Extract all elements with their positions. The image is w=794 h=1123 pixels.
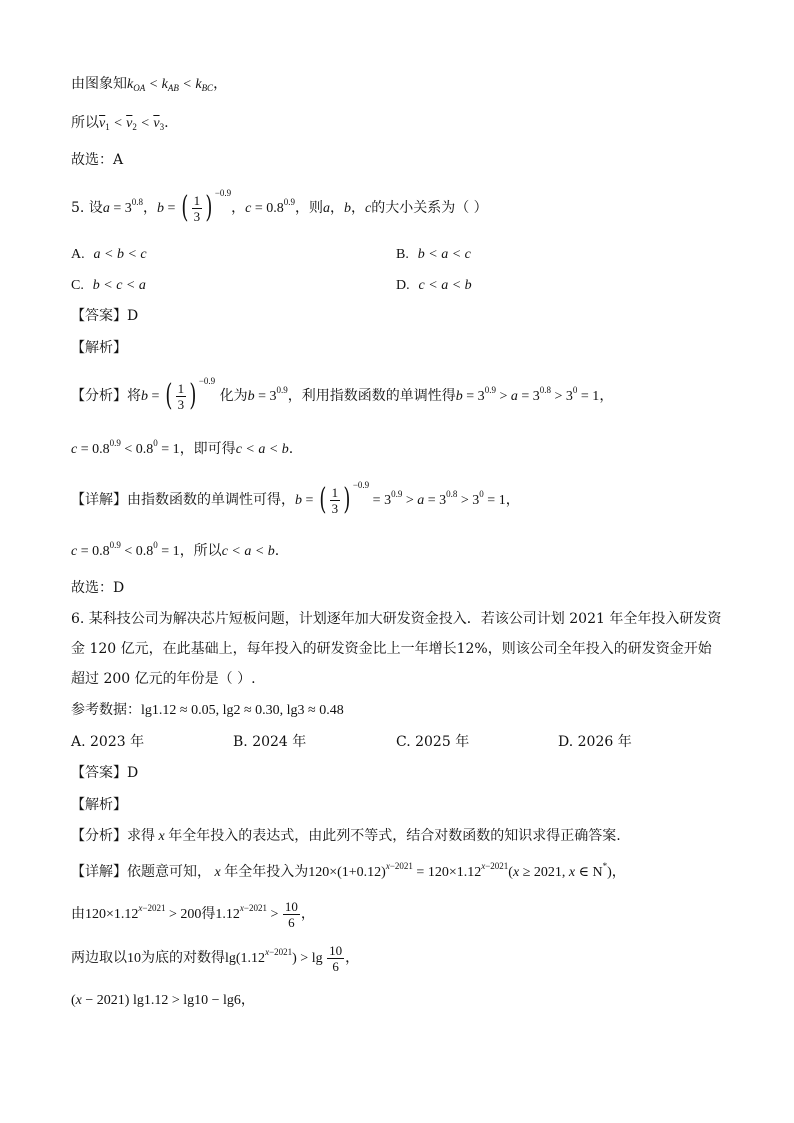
q6-log-line: 两边取以10为底的对数得$\lg(1.12^{x-2021}) > \lg$ $\frac{10}{6}$ ，	[71, 942, 360, 974]
intro-line-2	[71, 113, 169, 134]
text: 求得	[127, 828, 155, 844]
reference-values: lg1.12 ≈ 0.05, lg2 ≈ 0.30, lg3 ≈ 0.48	[141, 703, 344, 718]
math-expr: $k_{OA} < k_{AB} < k_{BC}$	[127, 77, 214, 93]
reference-label: 参考数据：	[71, 702, 141, 718]
intro-text: 所以	[71, 115, 99, 131]
q6-stem-line-1: 6. 某科技公司为解决芯片短板问题，计划逐年加大研发资金投入．若该公司计划 2021 年全年投入研发资	[71, 611, 722, 627]
punct: ，	[345, 950, 360, 966]
q5-answer	[71, 306, 138, 326]
intro-text: 由图象知	[71, 76, 127, 92]
text: 两边取以	[71, 950, 127, 966]
q5-stem: 5. 设$a = 3^{0.8}$，b = ( $\frac{1}{3}$ ) $^{-0.9}$，$c = 0.8^{0.9}$，则a，b，c的大小关系为（ ）	[71, 188, 488, 225]
punct: .	[288, 441, 294, 457]
punct: ，则	[295, 200, 324, 216]
text: ，即可得	[179, 441, 236, 457]
detail-tag: 【详解】	[71, 864, 127, 880]
punct: ，	[300, 906, 315, 922]
punct: ，	[599, 388, 614, 404]
math-expr: $\overline{v}_1 < \overline{v}_2 < \overline{v}_3$	[99, 116, 165, 132]
q6-final-line: (x − 2021) lg1.12 > lg10 − lg6，	[71, 992, 255, 1008]
q6-reference	[71, 700, 344, 721]
text: 得	[201, 906, 216, 922]
q5-prefix: 5. 设	[71, 200, 103, 216]
punct: ，	[142, 200, 157, 216]
q6-option-c: C. 2025 年	[396, 734, 470, 750]
fraction: $\frac{10}{6}$	[329, 942, 343, 974]
q5-analysis-tag: 【解析】	[71, 340, 127, 356]
option-expr: b < a < c	[417, 247, 471, 262]
q5-fenxi: 【分析】将b = ( $\frac{1}{3}$ ) $^{-0.9}$ 化为$b = 3^{0.9}$，利用指数函数的单调性得$b = 3^{0.9} > a = 3^{0.8} > 3^0 = 1$，	[71, 376, 614, 413]
q6-detail: 【详解】依题意可知， x 年全年投入为$120\times(1+0.12)^{x-2021} = 120\times 1.12^{x-2021}(x \ge 2021$, x ∈ N*)，	[71, 861, 626, 880]
intro-line-1	[71, 74, 227, 95]
detail-tag: 【详解】	[71, 492, 127, 508]
text: 由	[71, 906, 85, 922]
q5-choose: 故选：D	[71, 580, 125, 596]
q6-answer	[71, 763, 138, 783]
q6-analysis-tag: 【解析】	[71, 797, 127, 813]
option-label: C.	[71, 278, 84, 293]
q5-option-d	[396, 275, 472, 296]
q5-fenxi-cont: $c = 0.8^{0.9} < 0.8^0 = 1$，即可得c < a < b.	[71, 438, 294, 457]
punct: .	[274, 543, 280, 559]
q6-fenxi: 【分析】求得 x 年全年投入的表达式，由此列不等式，结合对数函数的知识求得正确答案.	[71, 828, 621, 844]
fenxi-tag: 【分析】	[71, 828, 127, 844]
option-label: D.	[396, 278, 410, 293]
q6-option-b: B. 2024 年	[233, 734, 307, 750]
option-expr: b < c < a	[92, 278, 146, 293]
fraction-paren: ( $\frac{1}{3}$ )	[181, 190, 213, 225]
text: 年全年投入为	[224, 864, 309, 880]
option-expr: a < b < c	[93, 247, 147, 262]
text: 将	[127, 388, 141, 404]
q5-option-a	[71, 244, 147, 265]
math-expr: c	[245, 201, 252, 216]
q5-option-b	[396, 244, 471, 265]
intro-choose: 故选：A	[71, 152, 124, 168]
text: 年全年投入的表达式，由此列不等式，结合对数函数的知识求得正确答案.	[168, 828, 621, 844]
fraction: $\frac{10}{6}$	[284, 898, 298, 930]
answer-tag: 【答案】	[71, 308, 127, 324]
answer-value: D	[127, 308, 139, 324]
q5-option-c	[71, 275, 146, 296]
punct: ，	[240, 992, 255, 1008]
punct: ，	[213, 76, 228, 92]
q5-stem-end: 的大小关系为（ ）	[371, 200, 488, 216]
option-expr: c < a < b	[418, 278, 472, 293]
punct: ，	[231, 200, 246, 216]
option-label: A.	[71, 247, 85, 262]
q6-stem-line-2: 金 120 亿元，在此基础上，每年投入的研发资金比上一年增长12%，则该公司全年投入的研发资金开始	[71, 641, 712, 657]
number: 10	[127, 951, 141, 966]
math-expr: a	[102, 201, 110, 216]
punct: ，	[505, 492, 520, 508]
answer-tag: 【答案】	[71, 765, 127, 781]
text: ，利用指数函数的单调性得	[287, 388, 456, 404]
q6-by-line: 由$120\times 1.12^{x-2021} > 200$得$1.12^{x-2021}$ > $\frac{10}{6}$ ，	[71, 898, 315, 930]
q5-detail-cont: $c = 0.8^{0.9} < 0.8^0 = 1$，所以c < a < b.	[71, 540, 280, 559]
punct: ，	[611, 864, 626, 880]
fraction-paren: ( $\frac{1}{3}$ )	[319, 482, 351, 517]
fraction-paren: ( $\frac{1}{3}$ )	[165, 378, 197, 413]
fenxi-tag: 【分析】	[71, 388, 127, 404]
q6-stem-line-3: 超过 200 亿元的年份是（ ）.	[71, 671, 256, 687]
q6-option-a: A. 2023 年	[71, 734, 145, 750]
text: 由指数函数的单调性可得，	[127, 492, 295, 508]
math-expr: b	[156, 201, 164, 216]
q5-detail: 【详解】由指数函数的单调性可得，b = ( $\frac{1}{3}$ ) $^{-0.9} = 3^{0.9} > a = 3^{0.8} > 3^0 = 1$，	[71, 480, 520, 517]
option-label: B.	[396, 247, 409, 262]
text: 为底的对数得	[141, 950, 225, 966]
text: 依题意可知，	[127, 864, 211, 880]
text: ，所以	[179, 543, 222, 559]
answer-value: D	[127, 765, 139, 781]
punct: .	[164, 115, 169, 131]
text: 化为	[219, 388, 248, 404]
q6-option-d: D. 2026 年	[558, 734, 632, 750]
